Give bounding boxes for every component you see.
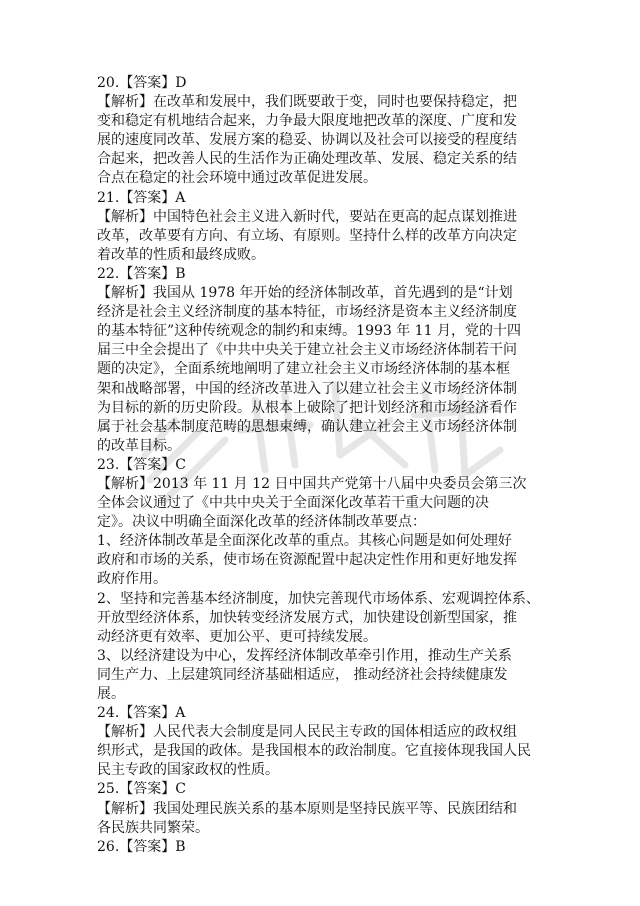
document-line: 23.【答案】C xyxy=(97,456,186,473)
document-line: 民主专政的国家政权的性质。 xyxy=(97,762,279,779)
document-line: 政府作用。 xyxy=(97,571,167,588)
document-line: 20.【答案】D xyxy=(97,75,187,91)
document-line: 的基本特征”这种传统观念的制约和束缚。1993 年 11 月，党的十四 xyxy=(97,323,521,340)
document-line: 【解析】中国特色社会主义进入新时代，要站在更高的起点谋划推进 xyxy=(97,208,517,225)
document-body xyxy=(97,74,545,857)
document-line: 的改革目标。 xyxy=(97,437,181,454)
document-line: 政府和市场的关系，使市场在资源配置中起决定性作用和更好地发挥 xyxy=(97,552,517,569)
document-line: 合点在稳定的社会环境中通过改革促进发展。 xyxy=(97,170,377,187)
document-line: 【解析】我国处理民族关系的基本原则是坚持民族平等、民族团结和 xyxy=(97,800,517,817)
document-line: 经济是社会主义经济制度的基本特征，市场经济是资本主义经济制度 xyxy=(97,304,517,321)
document-line: 届三中全会提出了《中共中央关于建立社会主义市场经济体制若干问 xyxy=(97,342,517,359)
document-line: 为目标的新的历史阶段。从根本上破除了把计划经济和市场经济看作 xyxy=(97,399,517,416)
document-line: 3、以经济建设为中心，发挥经济体制改革牵引作用，推动生产关系 xyxy=(97,647,512,664)
document-line: 26.【答案】B xyxy=(97,838,186,855)
document-line: 各民族共同繁荣。 xyxy=(97,819,209,836)
document-line: 定》。决议中明确全面深化改革的经济体制改革要点： xyxy=(97,514,426,531)
document-line: 24.【答案】A xyxy=(97,705,186,722)
document-line: 改革，改革要有方向、有立场、有原则。坚持什么样的改革方向决定 xyxy=(97,227,517,244)
document-line: 着改革的性质和最终成败。 xyxy=(97,246,265,263)
document-line: 25.【答案】C xyxy=(97,781,186,798)
document-line: 【解析】我国从 1978 年开始的经济体制改革，首先遇到的是“计划 xyxy=(97,285,513,302)
document-line: 2、坚持和完善基本经济制度，加快完善现代市场体系、宏观调控体系、 xyxy=(97,590,540,607)
document-line: 展。 xyxy=(97,686,125,702)
document-line: 开放型经济体系，加快转变经济发展方式，加快建设创新型国家，推 xyxy=(97,609,517,626)
document-line: 变和稳定有机地结合起来，力争最大限度地把改革的深度、广度和发 xyxy=(97,113,517,130)
document-line: 属于社会基本制度范畴的思想束缚，确认建立社会主义市场经济体制 xyxy=(97,418,517,435)
document-line: 织形式，是我国的政体。是我国根本的政治制度。它直接体现我国人民 xyxy=(97,743,531,760)
document-line: 全体会议通过了《中共中央关于全面深化改革若干重大问题的决 xyxy=(97,495,489,512)
document-line: 同生产力、上层建筑同经济基础相适应， 推动经济社会持续健康发 xyxy=(97,666,508,683)
document-line: 架和战略部署，中国的经济改革进入了以建立社会主义市场经济体制 xyxy=(97,380,517,397)
document-line: 【解析】人民代表大会制度是同人民民主专政的国体相适应的政权组 xyxy=(97,724,517,741)
document-line: 题的决定》，全面系统地阐明了建立社会主义市场经济体制的基本框 xyxy=(97,361,510,378)
document-line: 合起来，把改善人民的生活作为正确处理改革、发展、稳定关系的结 xyxy=(97,151,517,168)
document-line: 22.【答案】B xyxy=(97,265,186,282)
document-line: 动经济更有效率、更加公平、更可持续发展。 xyxy=(97,628,377,645)
document-line: 1、经济体制改革是全面深化改革的重点。其核心问题是如何处理好 xyxy=(97,533,512,550)
document-line: 展的速度同改革、发展方案的稳妥、协调以及社会可以接受的程度结 xyxy=(97,132,517,149)
document-line: 【解析】2013 年 11 月 12 日中国共产党第十八届中央委员会第三次 xyxy=(97,475,527,492)
document-line: 【解析】在改革和发展中，我们既要敢于变，同时也要保持稳定，把 xyxy=(97,94,517,111)
document-line: 21.【答案】A xyxy=(97,189,186,206)
